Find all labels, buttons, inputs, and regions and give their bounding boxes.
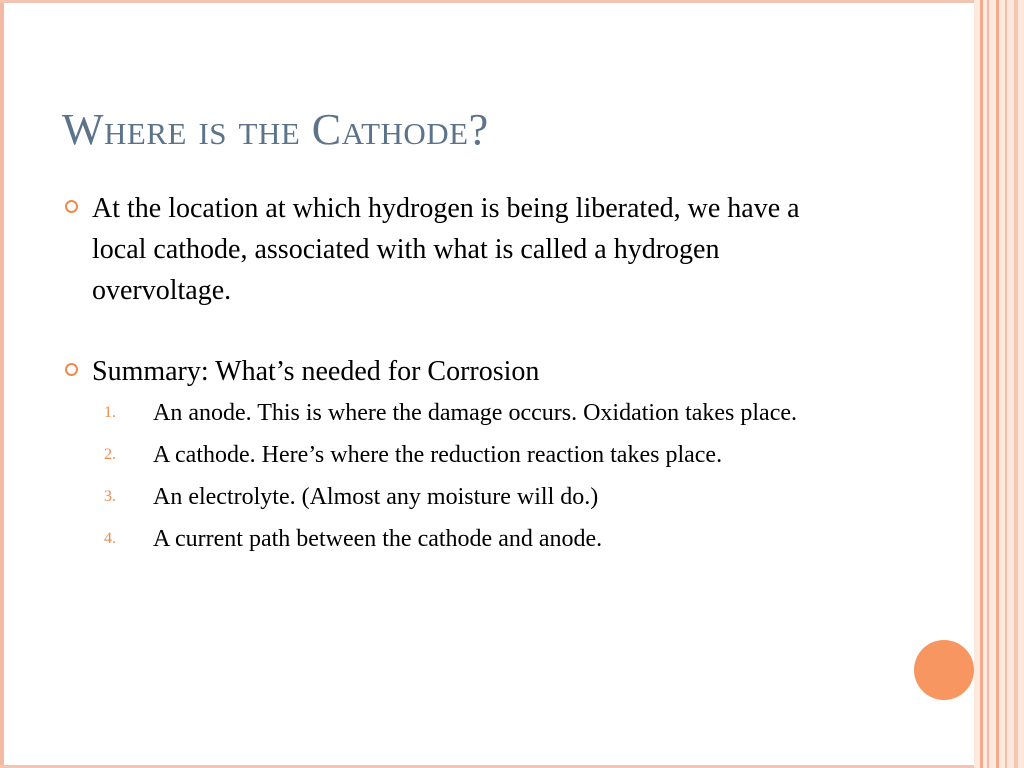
- bullet-ring-icon: [65, 363, 78, 376]
- decorative-stripes: [974, 0, 1024, 768]
- bullet-item: [62, 351, 852, 392]
- list-number: 2.: [104, 446, 116, 463]
- stripe: [1014, 0, 1018, 768]
- stripe: [987, 0, 989, 768]
- frame-left-border: [0, 0, 4, 768]
- decorative-orb-icon: [914, 640, 974, 700]
- slide-body: [62, 188, 852, 563]
- bullet-text: At the location at which hydrogen is being liberated, we have a local cathode, associated with what is called a hydrogen overvoltage.: [92, 193, 800, 306]
- list-number: 4.: [104, 530, 116, 547]
- bullet-text: Summary: What’s needed for Corrosion: [92, 356, 540, 387]
- list-item-text: A current path between the cathode and anode.: [153, 526, 603, 552]
- list-item-text: A cathode. Here’s where the reduction reaction takes place.: [153, 442, 723, 468]
- list-number: 3.: [104, 488, 116, 505]
- list-item: [62, 479, 852, 515]
- list-item: [62, 437, 852, 473]
- slide-title: Where is the Cathode?: [62, 105, 489, 154]
- list-number: 1.: [104, 404, 116, 421]
- stripe: [1005, 0, 1007, 768]
- list-item: [62, 521, 852, 557]
- numbered-list: [62, 395, 852, 557]
- stripe: [996, 0, 999, 768]
- bullet-ring-icon: [65, 200, 78, 213]
- list-item-text: An electrolyte. (Almost any moisture will do.): [153, 484, 599, 510]
- stripe: [980, 0, 983, 768]
- list-item-text: An anode. This is where the damage occurs. Oxidation takes place.: [153, 400, 798, 426]
- bullet-item: [62, 188, 852, 311]
- frame-top-border: [0, 0, 1024, 3]
- list-item: [62, 395, 852, 431]
